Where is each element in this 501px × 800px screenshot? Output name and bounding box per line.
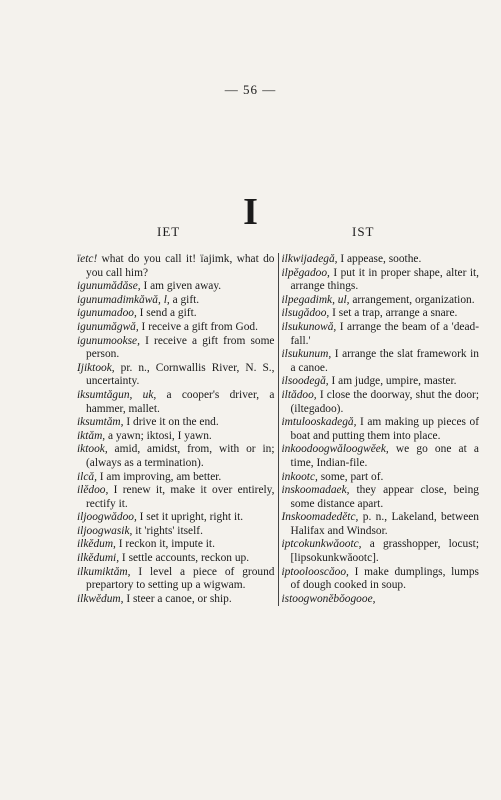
dictionary-entry <box>77 430 275 444</box>
dictionary-entry <box>77 294 275 308</box>
entry-definition: I renew it, make it over entirely, rectify it. <box>86 484 275 510</box>
entry-headword: iktăm, <box>77 429 106 442</box>
entry-definition: amid, amidst, from, with or in; (always as a termination). <box>86 443 275 469</box>
dictionary-entry <box>282 471 480 485</box>
section-letter: I <box>243 191 258 233</box>
entry-headword: imtulooskadegă, <box>281 416 357 429</box>
dictionary-entry <box>77 389 275 416</box>
entry-headword: ilsugădoo, <box>281 307 330 320</box>
entry-headword: istoogwonĕbŏogooe, <box>281 592 376 605</box>
entry-definition: a grasshopper, locust; [lipsokunkwăootc]. <box>290 538 479 565</box>
right-column <box>279 253 480 606</box>
entry-headword: igunumookse, <box>77 334 140 347</box>
dictionary-entry <box>282 267 480 294</box>
entry-definition: I steer a canoe, or ship. <box>123 592 232 605</box>
entry-definition: we go one at a time, Indian-file. <box>290 443 479 469</box>
entry-definition: they appear close, being some distance apart. <box>290 484 479 510</box>
entry-definition: I receive a gift from God. <box>138 320 258 333</box>
entry-definition: I put it in proper shape, alter it, arrange things. <box>290 266 479 293</box>
dictionary-entry <box>77 525 275 539</box>
entry-definition: I close the doorway, shut the door; (iltegadoo). <box>290 388 479 415</box>
dictionary-entry <box>77 538 275 552</box>
page-number: — 56 — <box>224 82 277 97</box>
running-head-left: IET <box>157 224 181 239</box>
entry-definition: I send a gift. <box>136 307 197 320</box>
entry-definition: some, part of. <box>317 470 384 483</box>
dictionary-entry <box>282 389 480 416</box>
dictionary-columns <box>77 253 479 606</box>
running-head-right: IST <box>352 224 375 239</box>
entry-headword: ilpĕgadoo, <box>281 266 330 279</box>
dictionary-entry <box>282 566 480 593</box>
dictionary-entry <box>282 484 480 511</box>
entry-headword: ilcă, <box>77 470 97 483</box>
entry-headword: ilsukunowă, <box>281 320 337 333</box>
dictionary-entry <box>77 566 275 593</box>
dictionary-entry <box>77 552 275 566</box>
entry-headword: inkoodoogwăloogwĕek, <box>281 443 389 456</box>
entry-definition: it 'rights' itself. <box>132 524 203 537</box>
left-column <box>77 253 279 606</box>
dictionary-entry <box>77 253 275 280</box>
dictionary-entry <box>282 294 480 308</box>
entry-headword: iljoogwădoo, <box>77 511 137 524</box>
entry-headword: iljoogwasik, <box>77 524 133 537</box>
entry-headword: iksumtăm, <box>77 416 124 429</box>
entry-definition: I am improving, am better. <box>96 470 222 483</box>
dictionary-entry <box>77 280 275 294</box>
dictionary-entry <box>282 416 480 443</box>
dictionary-entry <box>77 471 275 485</box>
entry-headword: ïetc! <box>77 253 98 265</box>
entry-headword: igunumadimkăwă, l, <box>77 293 170 306</box>
entry-definition: I am given away. <box>140 280 222 293</box>
entry-headword: ilĕdoo, <box>77 484 109 497</box>
entry-headword: iktook, <box>77 443 108 456</box>
dictionary-entry <box>282 375 480 389</box>
dictionary-entry <box>77 335 275 362</box>
dictionary-entry <box>282 307 480 321</box>
entry-headword: ilkĕdum, <box>77 538 116 551</box>
entry-definition: I reckon it, impute it. <box>115 538 215 551</box>
dictionary-entry <box>77 511 275 525</box>
entry-headword: inskoomadaek, <box>281 484 350 497</box>
dictionary-entry <box>282 538 480 565</box>
dictionary-entry <box>77 416 275 430</box>
entry-headword: ilsoodegă, <box>281 375 329 388</box>
entry-headword: ilsukunum, <box>281 348 332 361</box>
entry-headword: ilkumiktăm, <box>77 565 131 578</box>
dictionary-entry <box>77 307 275 321</box>
entry-headword: ilkĕdumi, <box>77 552 120 565</box>
entry-definition: I appease, soothe. <box>337 253 422 265</box>
entry-definition: I set a trap, arrange a snare. <box>329 307 458 320</box>
dictionary-entry <box>282 511 480 538</box>
entry-definition: p. n., Lakeland, between Halifax and Windsor. <box>290 511 479 537</box>
dictionary-entry <box>77 443 275 470</box>
dictionary-entry <box>282 348 480 375</box>
entry-definition: what do you call it! ïajimk, what do you call him? <box>86 253 275 279</box>
entry-headword: ilpegadimk, ul, <box>281 293 350 306</box>
entry-headword: inkootc, <box>281 470 318 483</box>
entry-definition: I arrange the slat framework in a canoe. <box>290 348 479 374</box>
entry-definition: I make dumplings, lumps of dough cooked in soup. <box>290 565 479 592</box>
entry-headword: igunumadoo, <box>77 307 137 320</box>
dictionary-entry <box>77 593 275 607</box>
dictionary-entry <box>282 321 480 348</box>
dictionary-entry <box>77 321 275 335</box>
entry-definition: I arrange the beam of a 'dead-fall.' <box>290 320 479 347</box>
entry-headword: iptcokunkwăootc, <box>281 538 362 551</box>
entry-headword: ilkwĕdum, <box>77 592 124 605</box>
entry-headword: iptoolooscăoo, <box>281 565 349 578</box>
entry-headword: iltădoo, <box>281 388 317 401</box>
entry-headword: iksumtăgun, uk, <box>77 388 157 401</box>
entry-definition: arrangement, organization. <box>349 293 475 306</box>
entry-definition: a gift. <box>169 293 200 306</box>
entry-headword: Ijiktook, <box>77 361 115 374</box>
entry-definition: I am judge, umpire, master. <box>328 375 457 388</box>
dictionary-entry <box>77 484 275 511</box>
entry-definition: I settle accounts, reckon up. <box>119 552 250 565</box>
entry-definition: a cooper's driver, a hammer, mallet. <box>86 388 275 415</box>
entry-definition: I receive a gift from some person. <box>86 334 275 361</box>
entry-headword: ilkwijadegă, <box>281 253 338 265</box>
entry-headword: igunumădăse, <box>77 280 141 293</box>
dictionary-entry <box>282 443 480 470</box>
entry-headword: Inskoomadedĕtc, <box>281 511 359 524</box>
entry-definition: I level a piece of ground prepartory to setting up a wigwam. <box>86 565 275 592</box>
dictionary-entry <box>282 253 480 267</box>
entry-definition: I am making up pieces of boat and putting them into place. <box>290 416 479 442</box>
entry-definition: pr. n., Cornwallis River, N. S., uncertainty. <box>86 361 275 388</box>
dictionary-entry <box>282 593 480 607</box>
dictionary-entry <box>77 362 275 389</box>
entry-definition: I drive it on the end. <box>123 416 219 429</box>
entry-definition: I set it upright, right it. <box>136 511 244 524</box>
entry-headword: igunumăgwă, <box>77 320 139 333</box>
entry-definition: a yawn; iktosi, I yawn. <box>105 429 212 442</box>
